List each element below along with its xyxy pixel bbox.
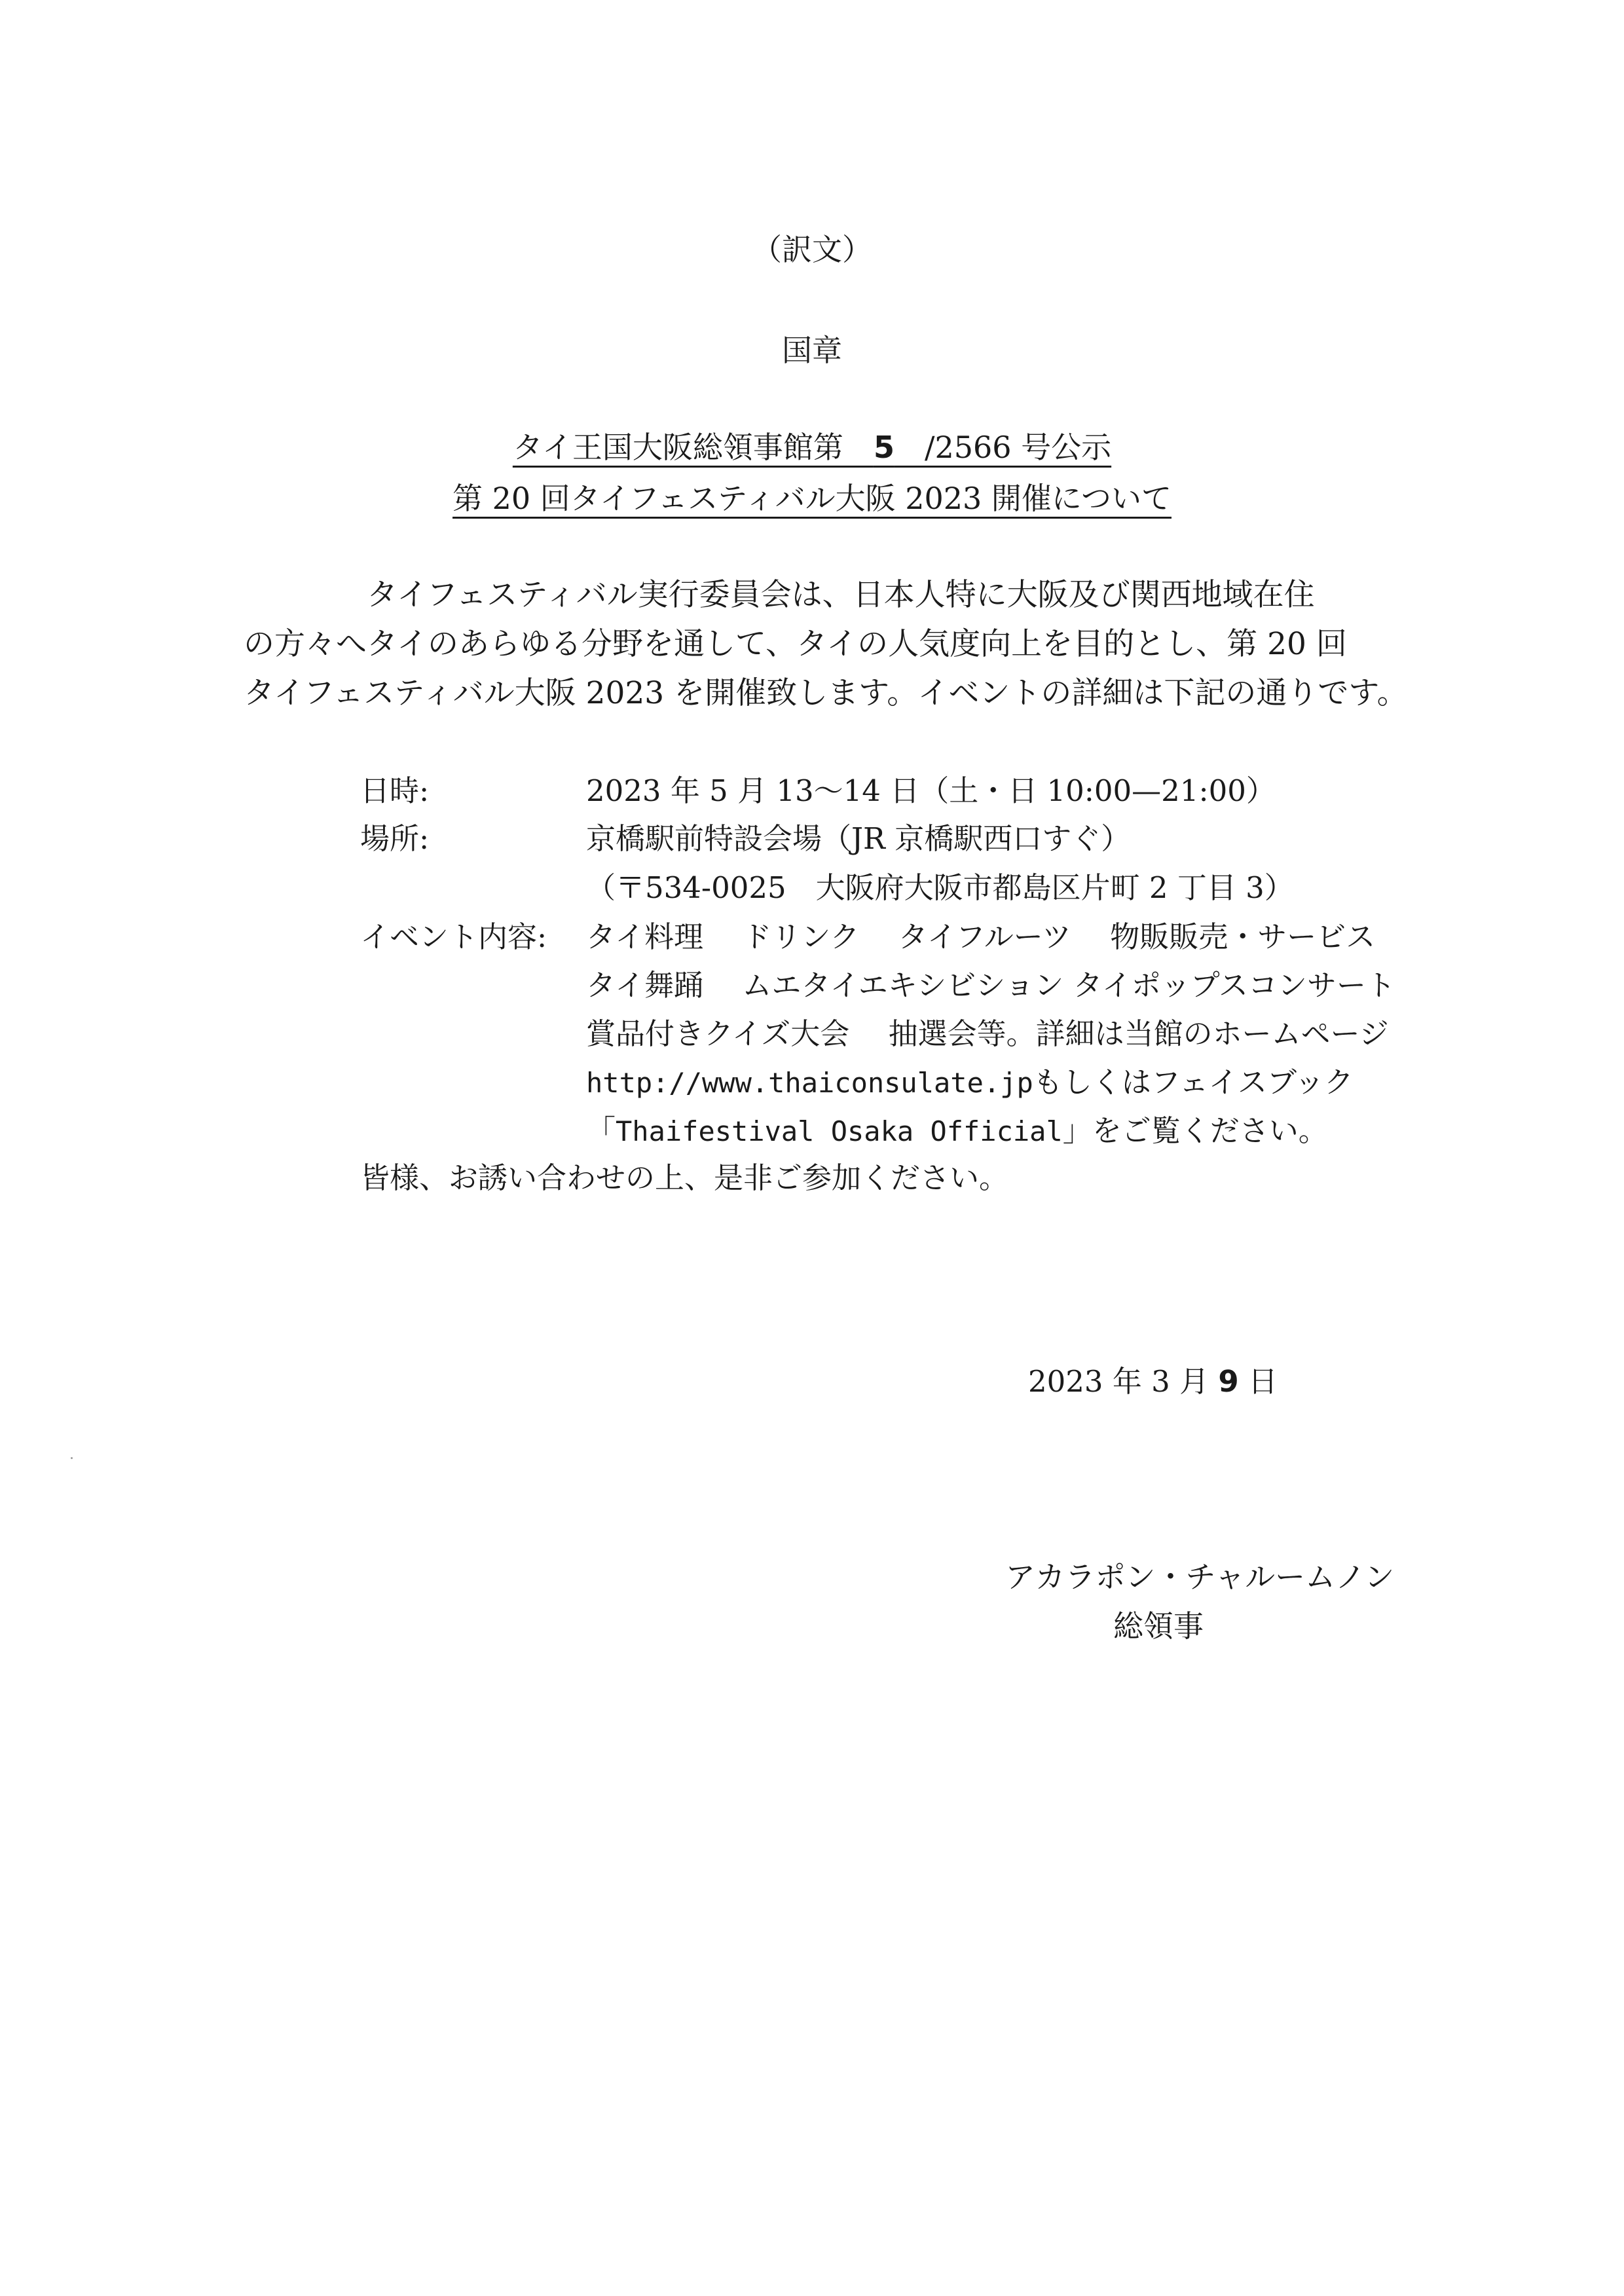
- event-line-5: [586, 1113, 1328, 1148]
- closing-sentence: 皆様、お誘い合わせの上、是非ご参加ください。: [360, 1160, 1009, 1195]
- datetime-value: 2023 年 5 月 13〜14 日（土・日 10:00—21:00）: [586, 773, 1276, 808]
- consulate-website-url: http://www.thaiconsulate.jp: [586, 1067, 1033, 1099]
- event-line-4-suffix: もしくはフェイスブック: [1033, 1065, 1354, 1100]
- body-paragraph-line-2: の方々へタイのあらゆる分野を通して、タイの人気度向上を目的とし、第 20 回: [244, 626, 1347, 662]
- issue-date-day: 9: [1218, 1364, 1239, 1399]
- event-line-5-suffix: 」をご覧ください。: [1062, 1113, 1328, 1148]
- notice-title-line-2: 第 20 回タイフェスティバル大阪 2023 開催について: [452, 481, 1172, 516]
- notice-title-line-1: [0, 430, 1624, 465]
- event-content-label: イベント内容:: [360, 919, 547, 954]
- body-paragraph-line-1: タイフェスティバル実行委員会は、日本人特に大阪及び関西地域在住: [367, 577, 1315, 613]
- notice-title-prefix: タイ王国大阪総領事館第: [512, 430, 874, 465]
- national-emblem-label: 国章: [782, 333, 842, 368]
- signatory-title: 総領事: [1113, 1608, 1204, 1644]
- notice-number: 5: [873, 430, 895, 465]
- datetime-label: 日時:: [360, 773, 430, 808]
- signatory-name: アカラポン・チャルームノン: [1005, 1559, 1395, 1595]
- translation-label: （訳文）: [752, 232, 872, 267]
- issue-date-prefix: 2023 年 3 月: [1028, 1364, 1219, 1399]
- issue-date-suffix: 日: [1238, 1364, 1278, 1399]
- facebook-page-name: Thaifestival Osaka Official: [616, 1115, 1063, 1147]
- body-paragraph-line-3: タイフェスティバル大阪 2023 を開催致します。イベントの詳細は下記の通りです。: [244, 675, 1408, 711]
- event-line-3: 賞品付きクイズ大会 抽選会等。詳細は当館のホームページ: [586, 1016, 1389, 1051]
- address-value: （〒534-0025 大阪府大阪市都島区片町 2 丁目 3）: [586, 870, 1294, 905]
- event-line-2: タイ舞踊 ムエタイエキシビション タイポップスコンサート: [586, 968, 1395, 1003]
- place-value: 京橋駅前特設会場（JR 京橋駅西口すぐ）: [586, 821, 1131, 856]
- event-line-1: タイ料理 ドリンク タイフルーツ 物販販売・サービス: [586, 919, 1376, 954]
- issue-date: [1028, 1364, 1278, 1399]
- event-line-4: [586, 1065, 1354, 1100]
- open-bracket: 「: [586, 1113, 616, 1148]
- notice-title-suffix: /2566 号公示: [894, 430, 1112, 465]
- place-label: 場所:: [360, 821, 430, 856]
- scan-speck: [71, 1457, 73, 1459]
